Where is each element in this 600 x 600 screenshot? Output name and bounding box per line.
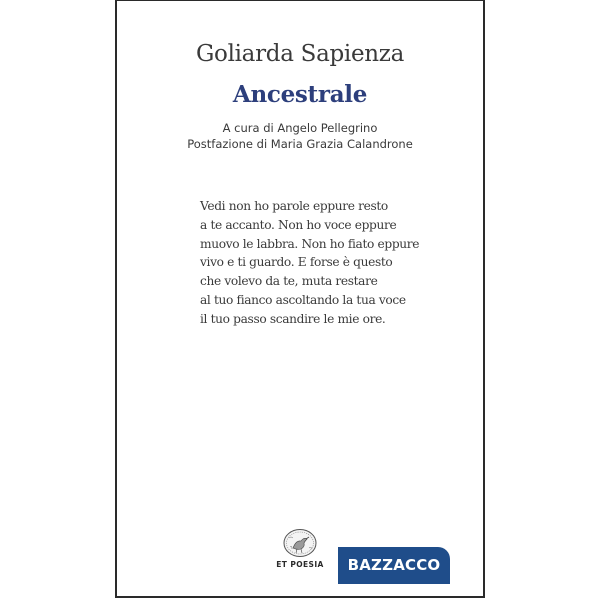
poem-line: muovo le labbra. Non ho fiato eppure	[200, 236, 420, 251]
publisher-emblem-icon	[283, 528, 317, 558]
poem-line: a te accanto. Non ho voce eppure	[200, 217, 397, 232]
poem-line: Vedi non ho parole eppure resto	[200, 199, 388, 213]
credits	[117, 120, 483, 152]
afterword-credit: Postfazione di Maria Grazia Calandrone	[187, 137, 413, 151]
bookstore-badge: BAZZACCO	[338, 547, 450, 584]
author-name: Goliarda Sapienza	[195, 41, 405, 67]
poem-line: al tuo fianco ascoltando la tua voce	[200, 292, 406, 307]
publisher-mark	[274, 528, 326, 569]
poem-line: che volevo da te, muta restare	[200, 274, 378, 289]
imprint-label: ET POESIA	[276, 560, 324, 569]
poem-line: il tuo passo scandire le mie ore.	[200, 311, 386, 326]
editor-credit: A cura di Angelo Pellegrino	[222, 121, 378, 135]
book-cover	[115, 0, 485, 598]
poem-excerpt	[200, 197, 419, 329]
poem-line: vivo e ti guardo. E forse è questo	[200, 255, 393, 270]
book-title: Ancestrale	[232, 81, 368, 108]
